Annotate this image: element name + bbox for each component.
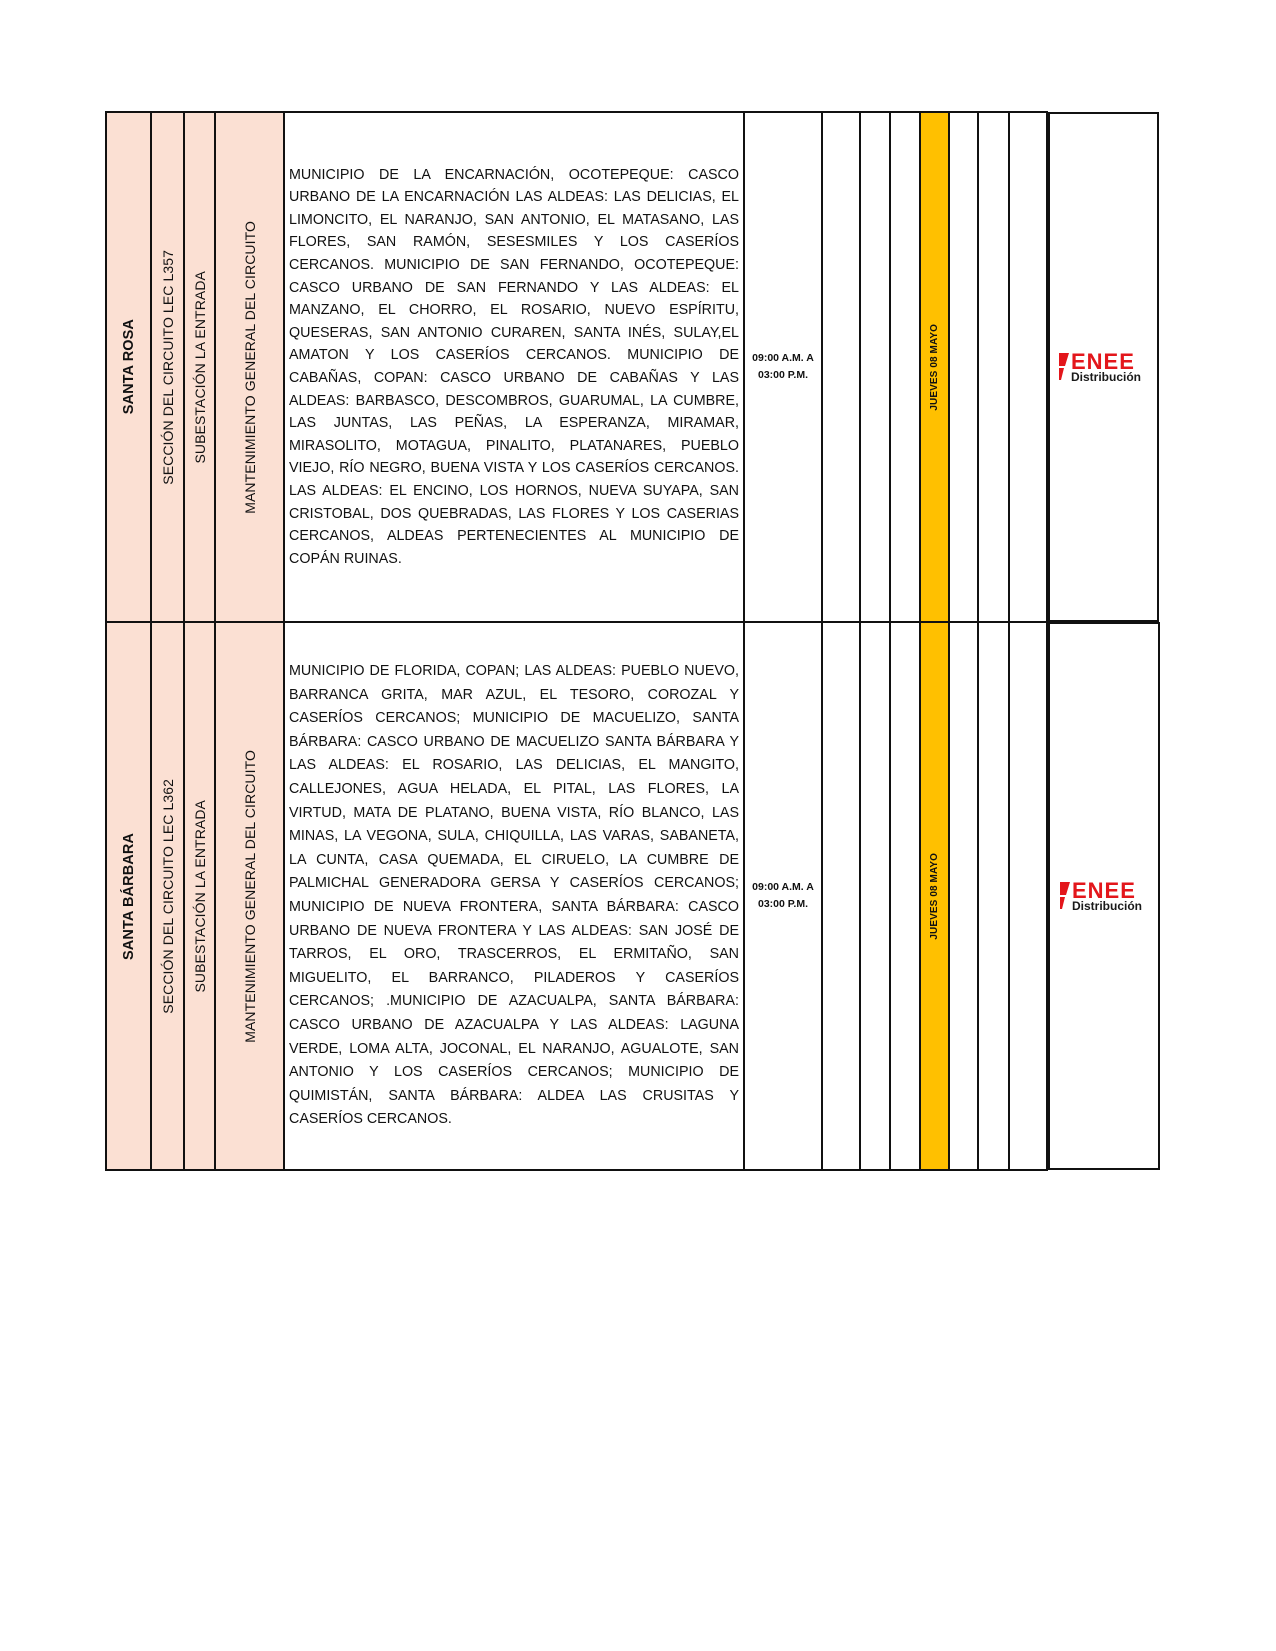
time-end: 03:00 P.M. xyxy=(757,369,808,381)
time-start: 09:00 A.M. A xyxy=(752,352,814,364)
logo-cell xyxy=(1048,112,1159,622)
work-type-cell xyxy=(215,112,284,622)
work-type-cell xyxy=(215,622,284,1170)
day-cell xyxy=(920,622,949,1170)
day-cell xyxy=(920,112,949,622)
empty-cell xyxy=(890,622,920,1170)
affected-areas-cell xyxy=(284,622,744,1170)
affected-areas-text: MUNICIPIO DE LA ENCARNACIÓN, OCOTEPEQUE: CASCO URBANO DE LA ENCARNACIÓN LAS ALDEAS: LAS DELICIAS, EL LIMONCITO, EL NARANJO, SAN ANTONIO, EL MATASANO, LAS FLORES, SAN RAMÓN, SESESMILES Y LOS CASERÍOS CERCANOS. MUNICIPIO DE SAN FERNANDO, OCOTEPEQUE: CASCO URBANO DE SAN FERNANDO Y LAS ALDEAS: EL MANZANO, EL CHORRO, EL ROSARIO, NUEVO ESPÍRITU, QUESERAS, SAN ANTONIO CURAREN, SANTA INÉS, SULAY,EL AMATON Y LOS CASERÍOS CERCANOS. MUNICIPIO DE CABAÑAS, COPAN: CASCO URBANO DE CABAÑAS Y LAS ALDEAS: BARBASCO, DESCOMBROS, GUARUMAL, LA CUMBRE, LAS JUNTAS, LAS PEÑAS, LA ESPERANZA, MIRAMAR, MIRASOLITO, MOTAGUA, PINALITO, PLATANARES, PUEBLO VIEJO, RÍO NEGRO, BUENA VISTA Y LOS CASERÍOS CERCANOS. LAS ALDEAS: EL ENCINO, LOS HORNOS, NUEVA SUYAPA, SAN CRISTOBAL, DOS QUEBRADAS, LAS FLORES Y LOS CASERIAS CERCANOS, ALDEAS PERTENECIENTES AL MUNICIPIO DE COPÁN RUINAS. xyxy=(289,166,739,567)
section-cell xyxy=(151,622,184,1170)
region-cell xyxy=(106,112,151,622)
empty-cell xyxy=(949,112,978,622)
substation-label: SUBESTACIÓN LA ENTRADA xyxy=(191,270,208,464)
logo-text: ENEE xyxy=(1072,879,1136,903)
time-cell xyxy=(744,112,822,622)
day-label: JUEVES 08 MAYO xyxy=(929,323,940,411)
empty-cell xyxy=(978,112,1009,622)
region-label: SANTA ROSA xyxy=(120,319,137,415)
empty-cell xyxy=(822,112,860,622)
substation-label: SUBESTACIÓN LA ENTRADA xyxy=(191,799,208,993)
enee-logo xyxy=(1057,350,1157,384)
substation-cell xyxy=(184,622,215,1170)
affected-areas-cell xyxy=(284,112,744,622)
day-label: JUEVES 08 MAYO xyxy=(929,852,940,940)
circuit-section-label: SECCIÓN DEL CIRCUITO LEC L362 xyxy=(159,778,176,1014)
empty-cell xyxy=(1009,112,1047,622)
empty-cell xyxy=(949,622,978,1170)
logo-cell xyxy=(1048,622,1160,1170)
region-label: SANTA BÁRBARA xyxy=(120,832,137,960)
logo-subtext: Distribución xyxy=(1071,370,1142,384)
time-start: 09:00 A.M. A xyxy=(752,881,814,893)
affected-areas-text: MUNICIPIO DE FLORIDA, COPAN; LAS ALDEAS: PUEBLO NUEVO, BARRANCA GRITA, MAR AZUL, EL TESORO, COROZAL Y CASERÍOS CERCANOS; MUNICIPIO DE MACUELIZO, SANTA BÁRBARA: CASCO URBANO DE MACUELIZO SANTA BÁRBARA Y LAS ALDEAS: EL ROSARIO, LAS DELICIAS, EL MANGITO, CALLEJONES, AGUA HELADA, EL PITAL, LAS FLORES, LA VIRTUD, MATA DE PLATANO, BUENA VISTA, RÍO BLANCO, LAS MINAS, LA VEGONA, SULA, CHIQUILLA, LAS VARAS, SABANETA, LA CUNTA, CASA QUEMADA, EL CIRUELO, LA CUMBRE DE PALMICHAL GENERADORA GERSA Y CASERÍOS CERCANOS; MUNICIPIO DE NUEVA FRONTERA, SANTA BÁRBARA: CASCO URBANO DE NUEVA FRONTERA Y LAS ALDEAS: SAN JOSÉ DE TARROS, EL ORO, TRASCERROS, EL ERMITAÑO, SAN MIGUELITO, EL BARRANCO, PILADEROS Y CASERÍOS CERCANOS; .MUNICIPIO DE AZACUALPA, SANTA BÁRBARA: CASCO URBANO DE AZACUALPA Y LAS ALDEAS: LAGUNA VERDE, LOMA ALTA, JOCONAL, EL NARANJO, AGUALOTE, SAN ANTONIO Y LOS CASERÍOS CERCANOS; MUNICIPIO DE QUIMISTÁN, SANTA BÁRBARA: ALDEA LAS CRUSITAS Y CASERÍOS CERCANOS. xyxy=(289,663,739,1128)
outage-schedule-table xyxy=(105,111,1161,1171)
region-cell xyxy=(106,622,151,1170)
logo-subtext: Distribución xyxy=(1072,899,1143,913)
empty-cell xyxy=(860,112,890,622)
enee-logo xyxy=(1058,879,1158,913)
section-cell xyxy=(151,112,184,622)
logo-text: ENEE xyxy=(1071,350,1135,374)
empty-cell xyxy=(1009,622,1047,1170)
substation-cell xyxy=(184,112,215,622)
time-cell xyxy=(744,622,822,1170)
work-type-label: MANTENIMIENTO GENERAL DEL CIRCUITO xyxy=(241,749,258,1043)
work-type-label: MANTENIMIENTO GENERAL DEL CIRCUITO xyxy=(241,220,258,514)
empty-cell xyxy=(890,112,920,622)
time-end: 03:00 P.M. xyxy=(757,898,808,910)
empty-cell xyxy=(978,622,1009,1170)
circuit-section-label: SECCIÓN DEL CIRCUITO LEC L357 xyxy=(159,249,176,485)
table-row xyxy=(106,112,1160,622)
empty-cell xyxy=(860,622,890,1170)
empty-cell xyxy=(822,622,860,1170)
table-row xyxy=(106,622,1160,1170)
